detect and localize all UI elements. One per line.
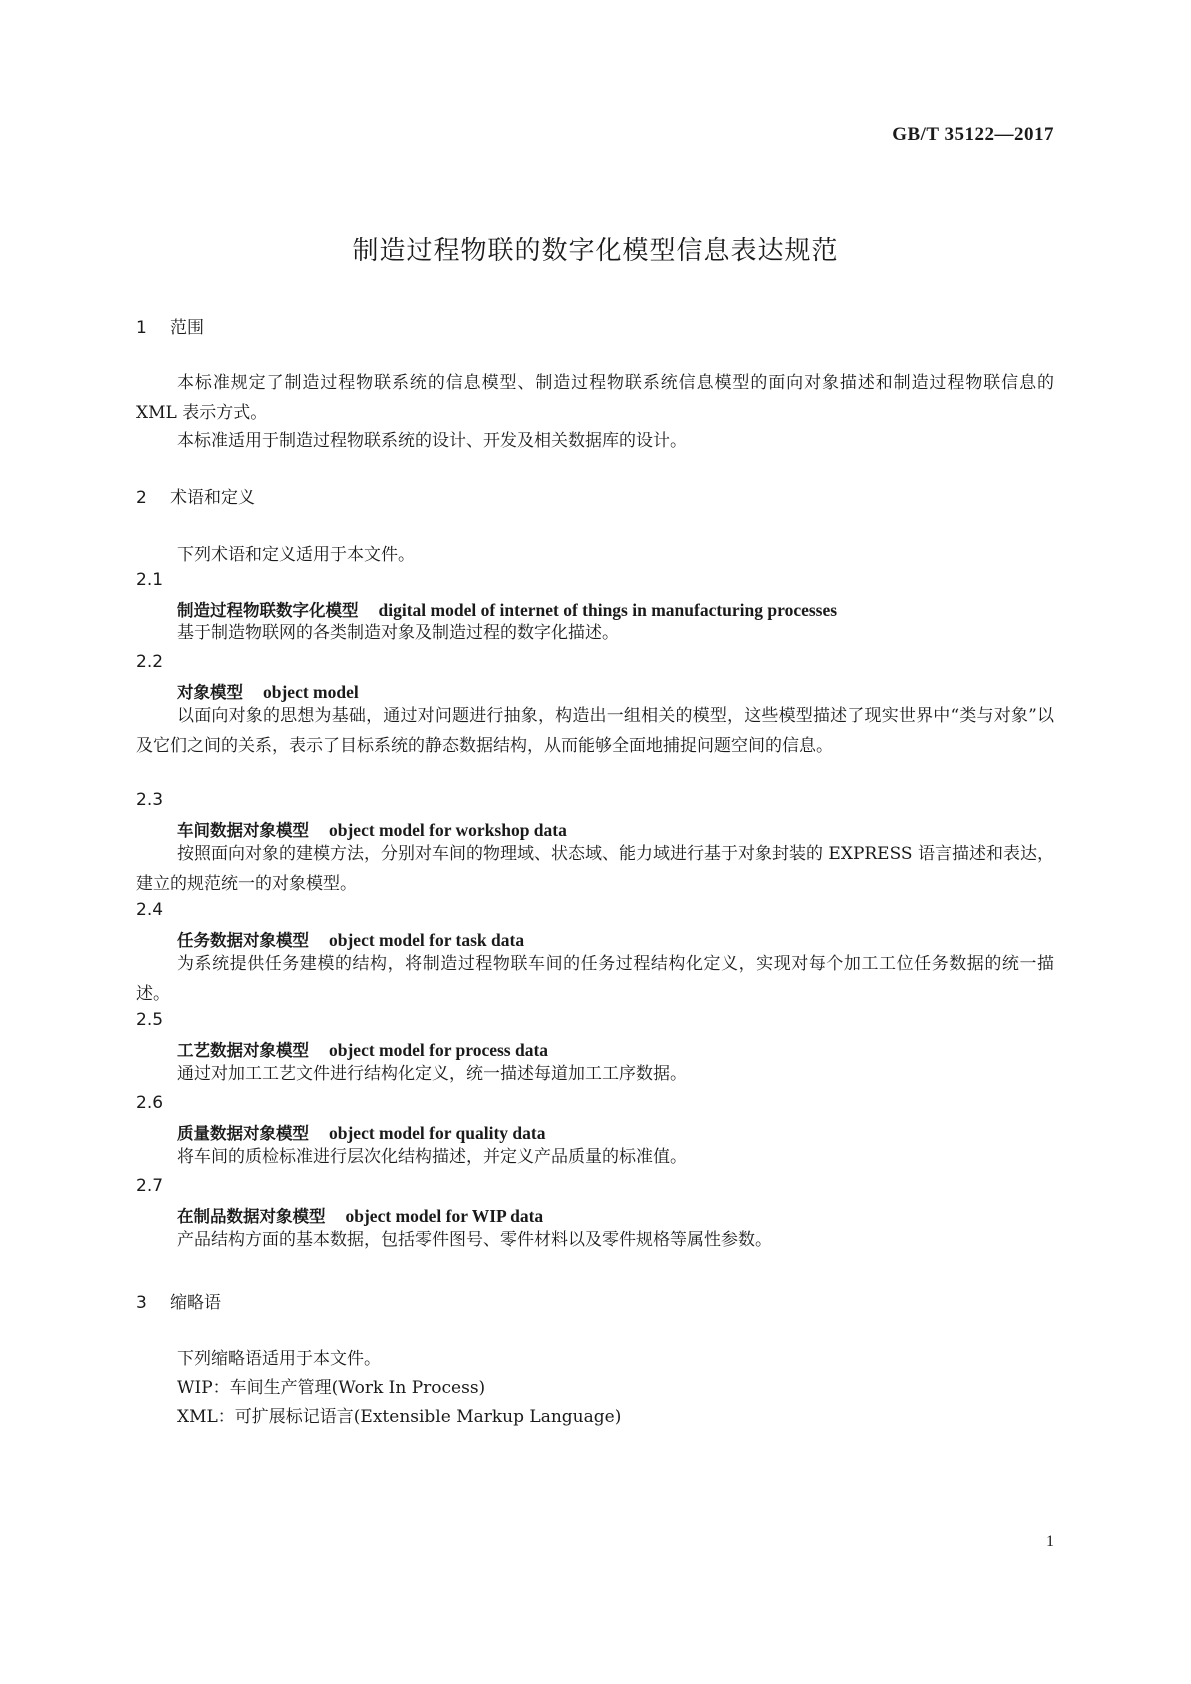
abbr-intro: 下列缩略语适用于本文件。 xyxy=(177,1349,381,1369)
term-cn: 对象模型 xyxy=(177,683,243,702)
term-definition: 以面向对象的思想为基础，通过对问题进行抽象，构造出一组相关的模型，这些模型描述了现实世界中“类与对象”以及它们之间的关系，表示了目标系统的静态数据结构，从而能够全面地捕捉问题空间的信息。 xyxy=(136,706,1054,756)
term-definition: 产品结构方面的基本数据，包括零件图号、零件材料以及零件规格等属性参数。 xyxy=(177,1230,772,1250)
term-en: object model for task data xyxy=(329,930,525,950)
term-number: 2.2 xyxy=(136,652,164,672)
section-number: 1 xyxy=(136,318,147,338)
term-definition: 基于制造物联网的各类制造对象及制造过程的数字化描述。 xyxy=(177,623,619,643)
term-heading xyxy=(177,927,524,951)
term-en: object model for process data xyxy=(329,1040,549,1060)
document-title: 制造过程物联的数字化模型信息表达规范 xyxy=(352,236,839,266)
term-definition: 按照面向对象的建模方法，分别对车间的物理域、状态域、能力域进行基于对象封装的 EXPRESS 语言描述和表达，建立的规范统一的对象模型。 xyxy=(136,844,1054,894)
term-cn: 制造过程物联数字化模型 xyxy=(177,601,359,620)
term-heading xyxy=(177,1037,548,1061)
term-number: 2.7 xyxy=(136,1176,164,1196)
terms-intro: 下列术语和定义适用于本文件。 xyxy=(177,545,415,565)
term-number: 2.4 xyxy=(136,900,164,920)
term-en: object model for workshop data xyxy=(329,820,567,840)
term-en: digital model of internet of things in manufacturing processes xyxy=(378,600,838,620)
term-number: 2.3 xyxy=(136,790,164,810)
term-en: object model for quality data xyxy=(329,1123,546,1143)
term-heading xyxy=(177,679,359,703)
term-number: 2.6 xyxy=(136,1093,164,1113)
standard-number: GB/T 35122—2017 xyxy=(892,124,1054,145)
term-cn: 车间数据对象模型 xyxy=(177,821,309,840)
term-definition: 为系统提供任务建模的结构，将制造过程物联车间的任务过程结构化定义，实现对每个加工工位任务数据的统一描述。 xyxy=(136,954,1054,1004)
term-cn: 工艺数据对象模型 xyxy=(177,1041,309,1060)
term-cn: 在制品数据对象模型 xyxy=(177,1207,326,1226)
scope-paragraph-2: 本标准适用于制造过程物联系统的设计、开发及相关数据库的设计。 xyxy=(177,431,687,451)
term-heading xyxy=(177,1203,543,1227)
term-number: 2.1 xyxy=(136,570,164,590)
term-definition: 通过对加工工艺文件进行结构化定义，统一描述每道加工工序数据。 xyxy=(177,1064,687,1084)
abbr-item: WIP：车间生产管理(Work In Process) xyxy=(177,1378,486,1398)
page-number: 1 xyxy=(1046,1533,1054,1550)
term-en: object model xyxy=(263,682,359,702)
section-number: 3 xyxy=(136,1293,147,1313)
term-definition: 将车间的质检标准进行层次化结构描述，并定义产品质量的标准值。 xyxy=(177,1147,687,1167)
section-1-heading xyxy=(136,313,204,338)
section-3-heading xyxy=(136,1288,221,1313)
term-en: object model for WIP data xyxy=(345,1206,544,1226)
term-number: 2.5 xyxy=(136,1010,164,1030)
term-heading xyxy=(177,1120,545,1144)
term-cn: 质量数据对象模型 xyxy=(177,1124,309,1143)
section-number: 2 xyxy=(136,488,147,508)
abbr-item: XML：可扩展标记语言(Extensible Markup Language) xyxy=(177,1407,622,1427)
scope-paragraph-1: 本标准规定了制造过程物联系统的信息模型、制造过程物联系统信息模型的面向对象描述和制造过程物联信息的 XML 表示方式。 xyxy=(136,373,1054,423)
section-2-heading xyxy=(136,483,255,508)
term-heading xyxy=(177,817,567,841)
term-cn: 任务数据对象模型 xyxy=(177,931,309,950)
section-title: 缩略语 xyxy=(170,1293,221,1313)
section-title: 术语和定义 xyxy=(170,488,255,508)
section-title: 范围 xyxy=(170,318,204,338)
